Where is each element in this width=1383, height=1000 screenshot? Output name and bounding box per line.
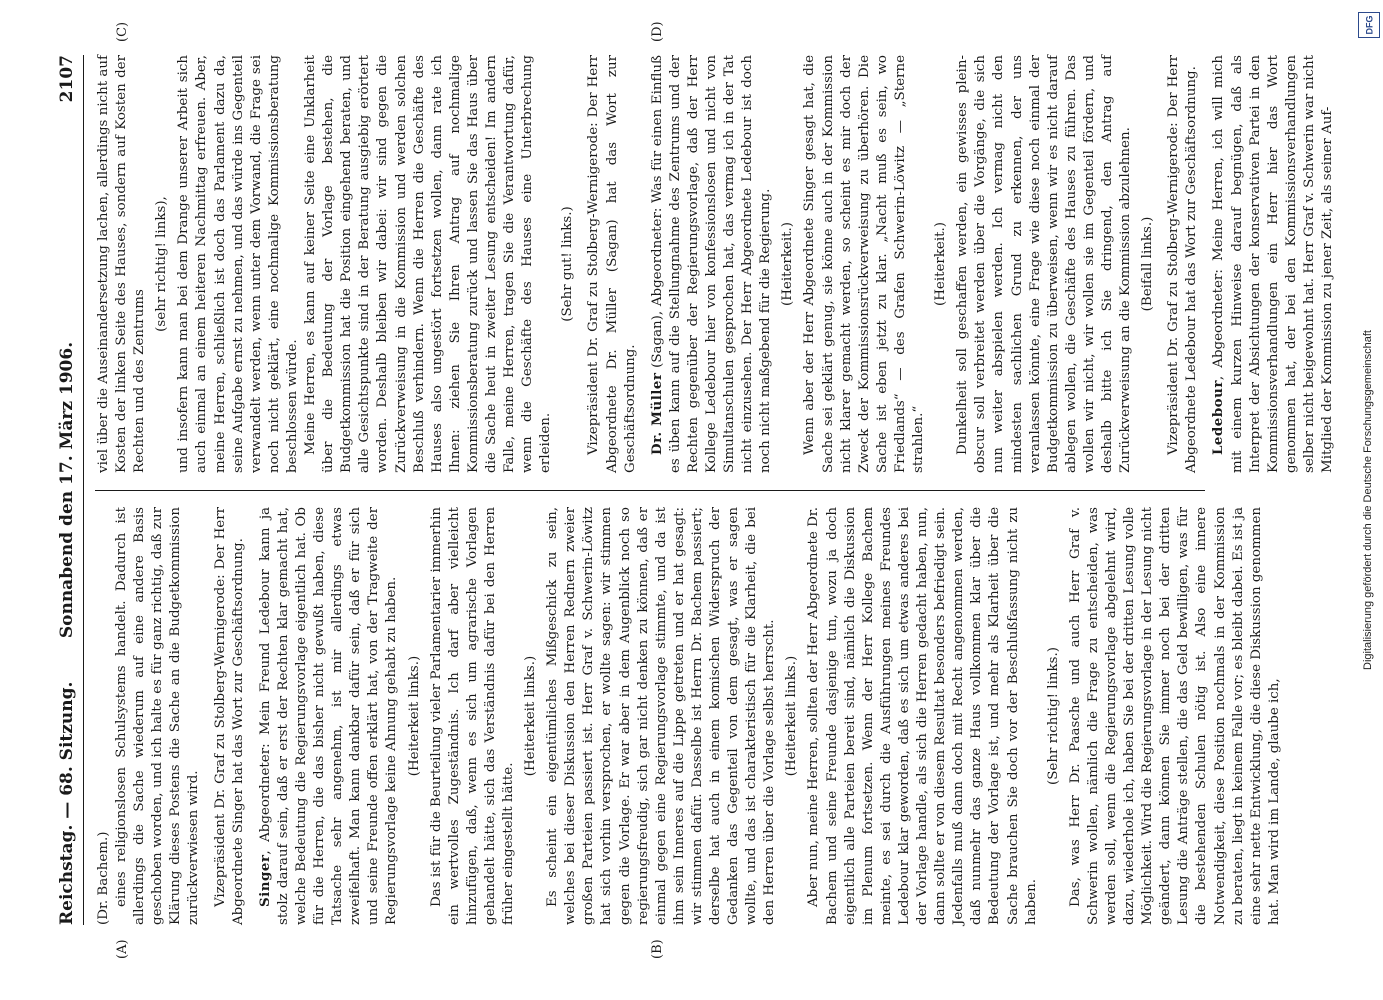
interjection: (Sehr richtig! links.) bbox=[1045, 647, 1061, 785]
paragraph: Vizepräsident Dr. Graf zu Stolberg-Wernigerode: Der Herr Abgeordnete Singer hat das Wort zur Geschäftsordnung. bbox=[212, 507, 246, 925]
interjection: (sehr richtig! links), bbox=[154, 196, 170, 332]
interjection: (Sehr gut! links.) bbox=[560, 206, 576, 322]
page-body bbox=[55, 21, 1335, 959]
speech-text: (Sagan), Abgeordneter: Was für einen Einfluß es üben kann auf die Stellungnahme des Zentrums und der Rechten gegenüber der Regierungsvorlage, daß der Herr Kollege Ledebour hier von konfessionslosen und nicht von Simultanschulen gesprochen hat, das vermag ich in der Tat nicht einzusehen. Der Herr Abgeordnete Ledebour ist doch noch nicht maßgebend für die Regierung. bbox=[649, 55, 774, 473]
digitization-note: Digitalisierung gefördert durch die Deutsche Forschungsgemeinschaft bbox=[1362, 330, 1374, 670]
paragraph: Es scheint ein eigentümliches Mißgeschick zu sein, welches bei dieser Diskussion den Herren Rednern zweier großen Parteien passiert ist. Herr Graf v. Schwerin-Löwitz hat sich vorhin versprochen, er wollte sagen: wir stimmen gegen die Vorlage. Er war aber in dem Augenblick noch so regierungsfreudig, sich gar nicht denken zu können, daß er einmal gegen eine Regierungsvorlage stimmte, und da ist ihm sein Inneres auf die Lippe getreten und er hat gesagt: wir stimmen dafür. Dasselbe ist Herrn Dr. Bachem passiert; derselbe hat auch in einem komischen Widerspruch der Gedanken das Gegenteil von dem gesagt, was er sagen wollte, und das ist charakteristisch für die Klarheit, die bei den Herren über die Vorlage selbst herrscht. bbox=[545, 507, 778, 925]
paragraph: Wenn aber der Herr Abgeordnete Singer gesagt hat, die Sache sei geklärt genug, sie könne auch in der Kommission nicht klarer gemacht werden, so scheint es mir doch der Zweck der Kommissionsrückverweisung zu überhören. Die Sache ist eben jetzt zu klar. „Nacht muß es sein, wo Friedlands“ — des Grafen Schwerin-Löwitz — „Sterne strahlen.“ bbox=[802, 55, 927, 473]
paragraph bbox=[648, 55, 776, 473]
paragraph bbox=[1209, 55, 1337, 473]
margin-marker-b: (B) bbox=[650, 939, 665, 959]
paragraph: eines religionslosen Schulsystems handelt. Dadurch ist allerdings die Sache wiederum auf eine andere Basis geschoben worden, und ich halte es für ganz richtig, daß zur Klärung dieses Postens die Sache an die Budgetkommission zurückverwiesen wird. bbox=[114, 507, 202, 925]
speech-text: , Abgeordneter: Mein Freund Ledebour kann ja stolz darauf sein, daß er erst der Rechten klar gemacht hat, welche Bedeutung die Regierungsvorlage eigentlich hat. Ob für die Herren, die das bisher nicht gewußt haben, diese Tatsache sehr angenehm, ist mir allerdings etwas zweifelhaft. Man kann dankbar dafür sein, daß er für sich und seine Freunde offen erklärt hat, von der Tragweite der Regierungsvorlage keine Ahnung gehabt zu haben. bbox=[257, 507, 400, 925]
interjection: (Heiterkeit.) bbox=[933, 222, 949, 306]
speech-text: , Abgeordneter: Meine Herren, ich will mich mit einem kurzen Hinweise darauf begnügen, daß als Interpret der Absichtungen der konservativen Partei in den Kommissionsverhandlungen ein Herr hier das Wort genommen hat, der bei den Kommissionsverhandlungen selber nicht beigewohnt hat. Herr Graf v. Schwerin war nicht Mitglied der Kommission zu jener Zeit, als seiner Auf- bbox=[1211, 55, 1335, 473]
paragraph: Meine Herren, es kann auf keiner Seite eine Unklarheit über die Bedeutung der Vorlage bestehen, die Budgetkommission hat die Position eingehend beraten, und alle Gesichtspunkte sind in der Beratung ausgiebig erörtert worden. Deshalb bleiben wir dabei: wir sind gegen die Zurückverweisung in die Kommission und werden solchen Beschluß verhindern. Wenn die Herren die Geschäfte des Hauses also ungestört fortsetzen wollen, dann rate ich Ihnen: ziehen Sie Ihren Antrag auf nochmalige Kommissionsberatung zurück und lassen Sie das Haus über die Sache heut in zweiter Lesung entscheiden! Im andern Falle, meine Herren, tragen Sie die Verantwortung dafür, wenn die Geschäfte des Hauses eine Unterbrechung erleiden. bbox=[303, 55, 554, 473]
margin-marker-c: (C) bbox=[115, 21, 130, 42]
left-text-column bbox=[95, 507, 1282, 925]
paragraph: und insofern kann man bei dem Drange unserer Arbeit sich auch einmal an einem heiteren Nachmittag erfreuen. Aber, meine Herren, schließlich ist doch das Parlament dazu da, seine Aufgabe ernst zu nehmen, und das würde ins Gegenteil verwandelt werden, wenn unter dem Vorwand, die Frage sei noch nicht geklärt, eine nochmalige Kommissionsberatung beschlossen würde. bbox=[176, 55, 300, 473]
speaker-name: Ledebour bbox=[1210, 380, 1227, 455]
speaker-name: Dr. Müller bbox=[648, 372, 665, 455]
paragraph: Vizepräsident Dr. Graf zu Stolberg-Wernigerode: Der Herr Abgeordnete Ledebour hat das Wort zur Geschäftsordnung. bbox=[1166, 55, 1200, 473]
interjection: (Heiterkeit links.) bbox=[523, 655, 539, 777]
margin-marker-a: (A) bbox=[115, 939, 130, 959]
interjection: (Beifall links.) bbox=[1140, 216, 1156, 312]
running-header bbox=[55, 55, 84, 925]
speaker-name: Singer bbox=[256, 854, 273, 907]
interjection: (Heiterkeit.) bbox=[780, 222, 796, 306]
interjection: (Heiterkeit links.) bbox=[406, 655, 422, 777]
page-number: 2107 bbox=[57, 55, 77, 103]
paragraph: (Dr. Bachem.) bbox=[96, 831, 111, 925]
header-session: Reichstag. — 68. Sitzung. bbox=[57, 681, 77, 925]
header-date: Sonnabend den 17. März 1906. bbox=[57, 341, 77, 639]
right-text-column bbox=[95, 55, 1335, 473]
dfg-logo-text: DFG bbox=[1364, 15, 1374, 35]
dfg-logo bbox=[1358, 12, 1380, 38]
paragraph: Vizepräsident Dr. Graf zu Stolberg-Wernigerode: Der Herr Abgeordnete Dr. Müller (Sagan) hat das Wort zur Geschäftsordnung. bbox=[586, 55, 638, 473]
interjection: (Heiterkeit links.) bbox=[784, 655, 800, 777]
column-divider bbox=[95, 490, 1205, 491]
paragraph: viel über die Auseinandersetzung lachen, allerdings nicht auf Kosten der linken Seite des Hauses, sondern auf Kosten der Rechten und des Zentrums bbox=[96, 55, 148, 473]
margin-marker-d: (D) bbox=[650, 21, 665, 42]
paragraph: Dunkelheit soll geschaffen werden, ein gewisses plein-obscur soll verbreitet werden über die Vorgänge, die sich nun weiter abspielen werden. Ich vermag nicht den mindesten sachlichen Grund zu erkennen, der uns veranlassen könnte, eine Frage wie diese noch einmal der Budgetkommission zu überweisen, wenn wir es nicht darauf ablegen wollen, die Geschäfte des Hauses zu führen. Das wollen wir nicht, wir wollen sie im Gegenteil fördern, und deshalb bitte ich Sie dringend, den Antrag auf Zurückverweisung an die Kommission abzulehnen. bbox=[955, 55, 1134, 473]
paragraph bbox=[256, 507, 402, 925]
paragraph: Aber nun, meine Herren, sollten der Herr Abgeordnete Dr. Bachem und seine Freunde dasjenige tun, wozu ja doch eigentlich alle Parteien bereit sind, nämlich die Diskussion im Plenum fortsetzen. Wenn der Herr Kollege Bachem meinte, es sei durch die Ausführungen meines Freundes Ledebour klar geworden, daß es sich um etwas anderes bei der Vorlage handle, als sich die Herren gedacht haben, nun, dann sollte er von diesem Resultat besonders befriedigt sein. Jedenfalls muß dann doch mit Recht angenommen werden, daß nunmehr das ganze Haus vollkommen klar über die Bedeutung der Vorlage ist, und mehr als Klarheit über die Sache brauchen Sie doch vor der Beschlußfassung nicht zu haben. bbox=[806, 507, 1039, 925]
paragraph: Das ist für die Beurteilung vieler Parlamentarier immerhin ein wertvolles Zugeständnis. Ich darf aber vielleicht hinzufügen, daß, wenn es sich um agrarische Vorlagen gehandelt hätte, sich das Verständnis dafür bei den Herren früher eingestellt hätte. bbox=[428, 507, 516, 925]
paragraph: Das, was Herr Dr. Paasche und auch Herr Graf v. Schwerin wollen, nämlich die Frage zu entscheiden, was werden soll, wenn die Regierungsvorlage abgelehnt wird, dazu, wiederhole ich, haben Sie bei der dritten Lesung volle Möglichkeit. Wird die Regierungsvorlage in der Lesung nicht geändert, dann können Sie immer noch bei der dritten Lesung die Anträge stellen, die das Geld bewilligen, was für die bestehenden Schulen nötig ist. Also eine innere Notwendigkeit, diese Position nochmals in der Kommission zu beraten, liegt in keinem Falle vor; es bleibt dabei. Es ist ja eine sehr nette Entwicklung, die diese Diskussion genommen hat. Man wird im Lande, glaube ich, bbox=[1067, 507, 1282, 925]
